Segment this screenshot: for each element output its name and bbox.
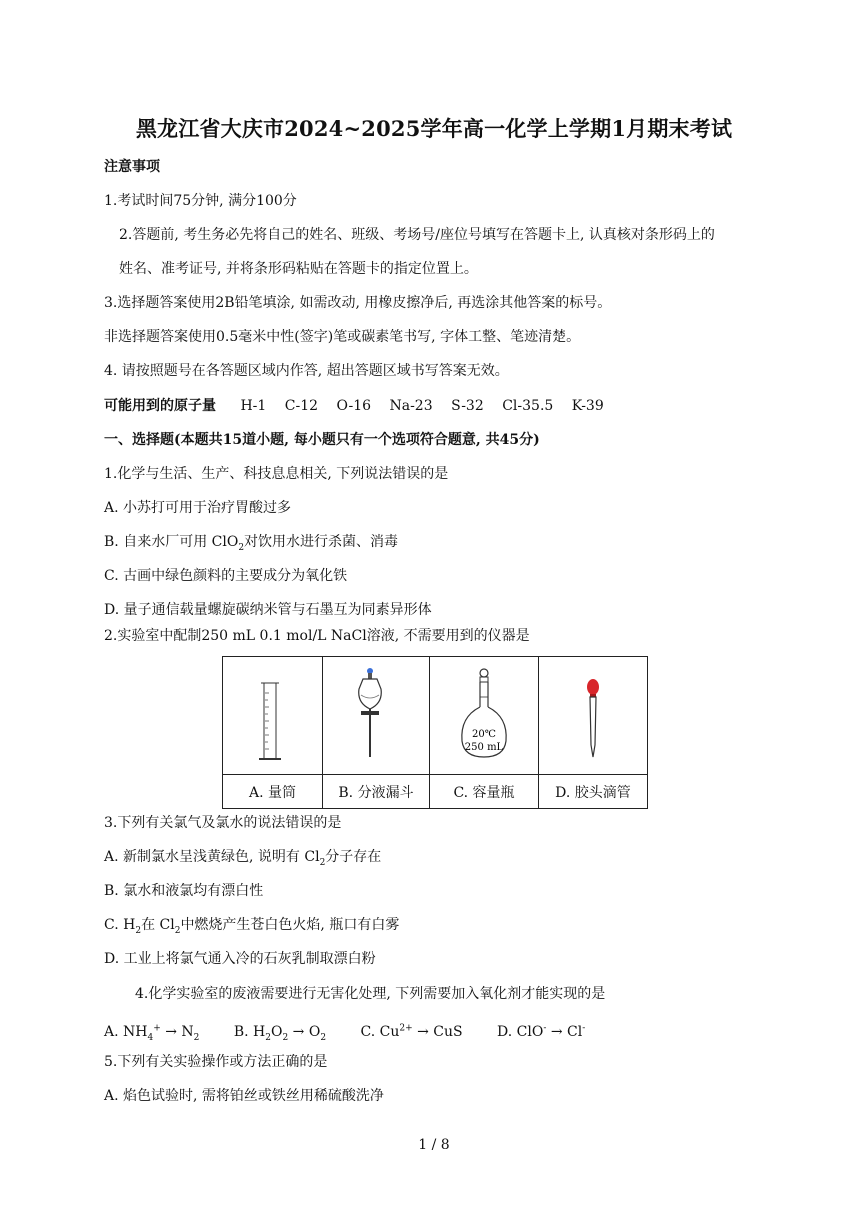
atomic-mass-item: O-16 (336, 398, 372, 414)
atomic-mass-item: C-12 (284, 398, 319, 414)
text: → N (160, 1023, 194, 1040)
text: → Cl (546, 1023, 583, 1040)
note-3a: 3.选择题答案使用2B铅笔填涂, 如需改动, 用橡皮擦净后, 再选涂其他答案的标号。 (104, 295, 612, 311)
note-2a: 2.答题前, 考生务必先将自己的姓名、班级、考场号/座位号填写在答题卡上, 认真核对条形码上的 (119, 227, 715, 243)
q5-option-a: A. 焰色试验时, 需将铂丝或铁丝用稀硫酸洗净 (104, 1088, 384, 1104)
section-heading: 一、选择题(本题共15道小题, 每小题只有一个选项符合题意, 共45分) (104, 432, 540, 448)
notes-heading: 注意事项 (104, 159, 160, 175)
q1-option-b (104, 532, 398, 558)
instrument-cell-funnel (323, 657, 430, 775)
volumetric-flask-icon (430, 657, 538, 770)
note-3b: 非选择题答案使用0.5毫米中性(签字)笔或碳素笔书写, 字体工整、笔迹清楚。 (104, 329, 581, 345)
q1-stem: 1.化学与生活、生产、科技息息相关, 下列说法错误的是 (104, 466, 449, 482)
text: A. 新制氯水呈浅黄绿色, 说明有 Cl (104, 849, 320, 865)
superscript: 2+ (399, 1023, 413, 1033)
q2-stem: 2.实验室中配制250 mL 0.1 mol/L NaCl溶液, 不需要用到的仪器是 (104, 628, 530, 644)
superscript: - (582, 1023, 586, 1033)
q4-option-c (361, 1024, 463, 1040)
q4-option-a (104, 1023, 200, 1043)
atomic-mass-item: K-39 (571, 398, 604, 414)
atomic-mass-item: Cl-35.5 (502, 398, 554, 414)
instrument-cell-dropper (539, 657, 648, 775)
q3-option-c (104, 915, 399, 941)
subscript: 2 (193, 1032, 200, 1043)
q1-option-c: C. 古画中绿色颜料的主要成分为氧化铁 (104, 568, 348, 584)
atomic-mass-line (104, 396, 618, 416)
q3-option-a (104, 847, 381, 873)
q1-option-a: A. 小苏打可用于治疗胃酸过多 (104, 500, 292, 516)
atomic-mass-item: S-32 (451, 398, 484, 414)
dropper-icon (539, 657, 647, 770)
graduated-cylinder-icon (223, 657, 322, 770)
instrument-table (222, 656, 648, 809)
instrument-caption: C. 容量瓶 (430, 775, 539, 809)
text: A. NH (104, 1023, 148, 1040)
instrument-caption: A. 量筒 (223, 775, 323, 809)
superscript: + (153, 1023, 161, 1033)
text: D. ClO (497, 1023, 544, 1040)
page-number: 1 / 8 (418, 1137, 450, 1153)
atomic-mass-item: Na-23 (389, 398, 433, 414)
text: 分子存在 (325, 849, 382, 865)
flask-temp-label: 20℃ (472, 729, 496, 740)
text: O (270, 1023, 283, 1040)
text: B. H (233, 1023, 266, 1040)
q4-option-b (233, 1023, 327, 1043)
instrument-caption: D. 胶头滴管 (539, 775, 648, 809)
text: 在 Cl (141, 917, 175, 933)
text: → O (288, 1023, 321, 1040)
subscript: 2 (174, 925, 181, 936)
note-4: 4. 请按照题号在各答题区域内作答, 超出答题区域书写答案无效。 (104, 363, 509, 379)
q4-option-d (497, 1024, 585, 1040)
page-title: 黑龙江省大庆市2024~2025学年高一化学上学期1月期末考试 (135, 116, 733, 141)
q4-options (104, 1018, 585, 1047)
subscript: 2 (320, 1032, 327, 1043)
q4-stem: 4.化学实验室的废液需要进行无害化处理, 下列需要加入氧化剂才能实现的是 (135, 986, 606, 1002)
q3-stem: 3.下列有关氯气及氯水的说法错误的是 (104, 815, 342, 831)
superscript: - (543, 1023, 547, 1033)
text: 中燃烧产生苍白色火焰, 瓶口有白雾 (180, 917, 400, 933)
text: C. H (104, 917, 136, 933)
instrument-cell-flask (430, 657, 539, 775)
text: C. Cu (360, 1023, 400, 1040)
instrument-cell-cylinder (223, 657, 323, 775)
q5-stem: 5.下列有关实验操作或方法正确的是 (104, 1054, 328, 1070)
text: B. 自来水厂可用 ClO (104, 534, 239, 550)
atomic-mass-item: H-1 (240, 398, 267, 414)
subscript: 2 (238, 542, 245, 553)
flask-volume-label: 250 mL (464, 742, 504, 753)
subscript: 2 (265, 1032, 271, 1043)
atomic-mass-label: 可能用到的原子量 (104, 398, 216, 414)
note-1: 1.考试时间75分钟, 满分100分 (104, 193, 297, 209)
instrument-caption: B. 分液漏斗 (323, 775, 430, 809)
q3-option-b: B. 氯水和液氯均有漂白性 (104, 883, 264, 899)
separatory-funnel-icon (323, 657, 429, 770)
text: 对饮用水进行杀菌、消毒 (244, 534, 399, 550)
text: → CuS (412, 1023, 463, 1040)
q1-option-d: D. 量子通信载量螺旋碳纳米管与石墨互为同素异形体 (104, 602, 432, 618)
q3-option-d: D. 工业上将氯气通入冷的石灰乳制取漂白粉 (104, 951, 376, 967)
note-2b: 姓名、准考证号, 并将条形码粘贴在答题卡的指定位置上。 (119, 261, 478, 277)
subscript: 2 (135, 925, 142, 936)
subscript: 2 (282, 1032, 289, 1043)
subscript: 4 (147, 1032, 154, 1043)
subscript: 2 (319, 857, 326, 868)
